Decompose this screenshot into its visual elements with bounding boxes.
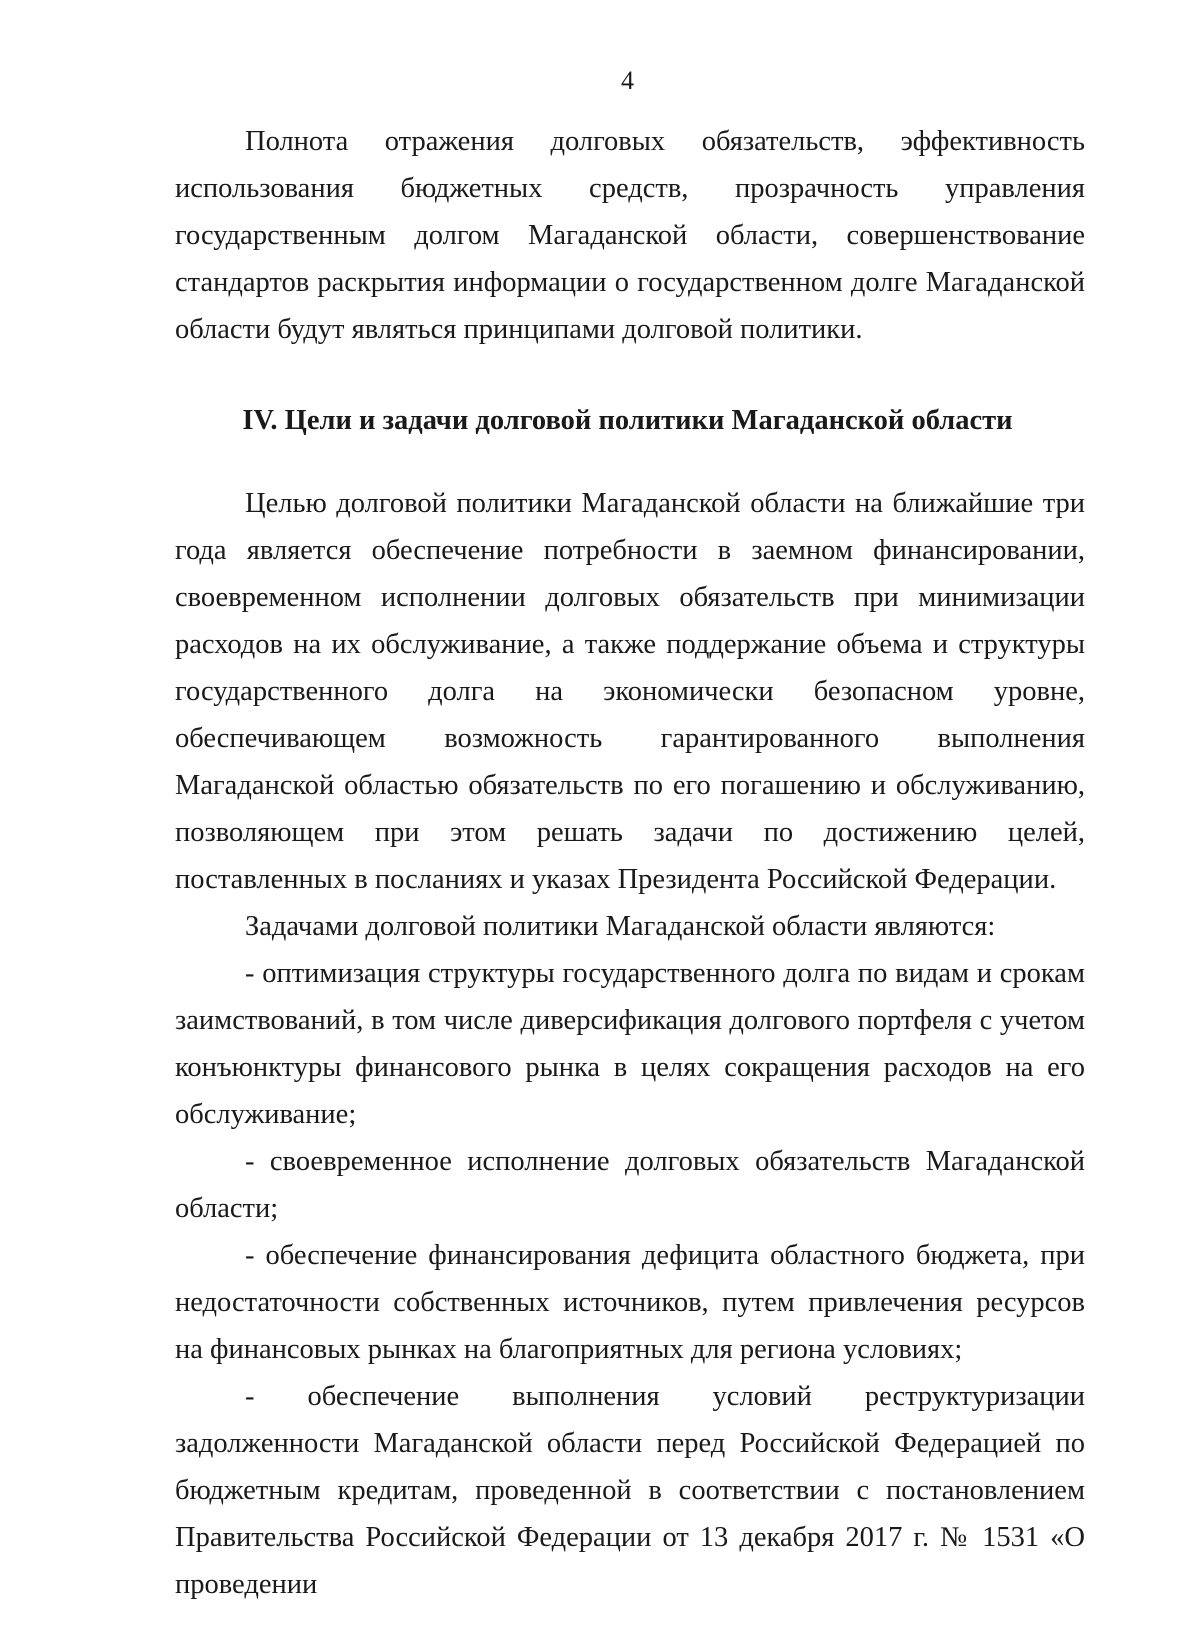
intro-paragraph: Полнота отражения долговых обязательств, эффективность использования бюджетных средств, прозрачность управления государственным долгом Магаданской области, совершенствование стандартов раскрытия информации о государственном долге Магаданской области будут являться принципами долговой политики. — [175, 126, 1085, 345]
task-item-paragraph: - обеспечение финансирования дефицита областного бюджета, при недостаточности собственных источников, путем привлечения ресурсов на финансовых рынках на благоприятных для региона условиях; — [175, 1240, 1085, 1365]
section-body — [175, 480, 1085, 1608]
tasks-intro-paragraph: Задачами долговой политики Магаданской области являются: — [245, 911, 996, 942]
task-item-paragraph: - оптимизация структуры государственного долга по видам и срокам заимствований, в том числе диверсификация долгового портфеля с учетом конъюнктуры финансового рынка в целях сокращения расходов на его обслуживание; — [175, 958, 1085, 1130]
task-item-paragraph: - обеспечение выполнения условий реструктуризации задолженности Магаданской области перед Российской Федерацией по бюджетным кредитам, проведенной в соответствии с постановлением Правительства Российской Федерации от 13 декабря 2017 г. № 1531 «О проведении — [175, 1381, 1085, 1600]
section-heading: IV. Цели и задачи долговой политики Магаданской области — [242, 405, 1013, 436]
page-number: 4 — [621, 66, 634, 95]
intro-block — [175, 118, 1085, 353]
goal-paragraph: Целью долговой политики Магаданской области на ближайшие три года является обеспечение потребности в заемном финансировании, своевременном исполнении долговых обязательств при минимизации расходов на их обслуживание, а также поддержание объема и структуры государственного долга на экономически безопасном уровне, обеспечивающем возможность гарантированного выполнения Магаданской областью обязательств по его погашению и обслуживанию, позволяющем при этом решать задачи по достижению целей, поставленных в посланиях и указах Президента Российской Федерации. — [175, 488, 1085, 895]
task-item-paragraph: - своевременное исполнение долговых обязательств Магаданской области; — [175, 1146, 1085, 1224]
